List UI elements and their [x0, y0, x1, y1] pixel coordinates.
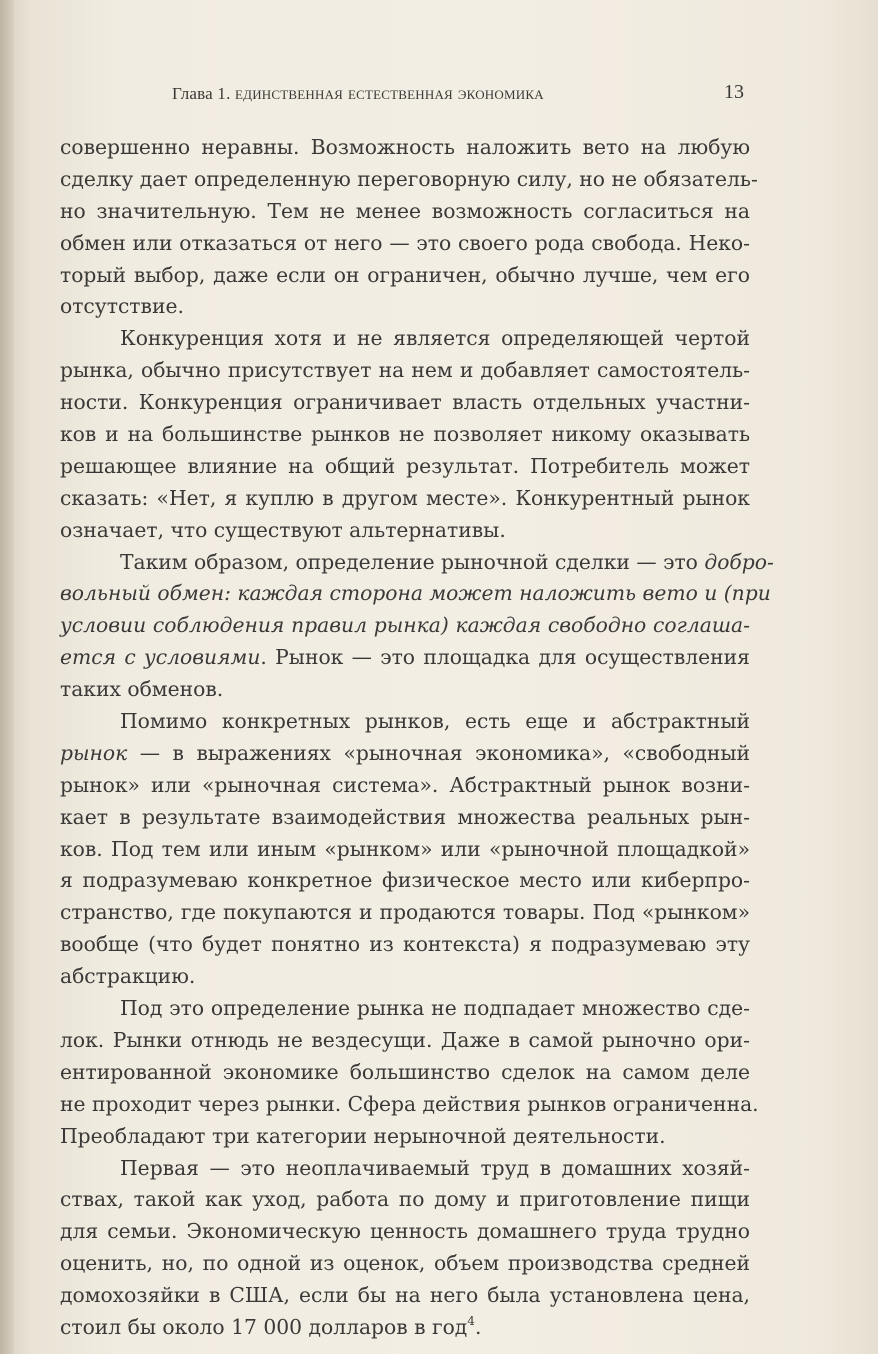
text-line: сделку дает определенную переговорную силу, но не обязатель-: [60, 166, 758, 191]
text-run: Таким образом, определение рыночной сделки — это: [120, 549, 705, 574]
text-line: сказать: «Нет, я куплю в другом месте». Конкурентный рынок: [60, 485, 750, 510]
text-line: Под это определение рынка не подпадает множество сде-: [120, 996, 750, 1021]
text-line: вообще (что будет понятно из контекста) я подразумеваю эту: [60, 932, 750, 957]
text-line: ентированной экономике большинство сделок на самом деле: [60, 1059, 750, 1084]
text-line: торый выбор, даже если он ограничен, обычно лучше, чем его: [60, 262, 750, 287]
chapter-heading: [172, 83, 544, 105]
text-line: ков и на большинстве рынков не позволяет никому оказывать: [60, 422, 750, 447]
italic-run: рынок: [60, 740, 128, 765]
text-line: [60, 642, 750, 674]
text-line: означает, что существуют альтернативы.: [60, 517, 506, 542]
italic-run: ется с условиями: [60, 645, 261, 670]
text-run: стоил бы около 17 000 долларов в год: [60, 1314, 468, 1339]
text-run: .: [474, 1314, 482, 1339]
text-line: я подразумеваю конкретное физическое место или киберпро-: [60, 868, 750, 893]
italic-run: вольный обмен: каждая сторона может наложить вето и (при: [60, 581, 771, 606]
text-line: домохозяйки в США, если бы на него была установлена цена,: [60, 1283, 750, 1308]
text-run: — в выражениях «рыночная экономика», «свободный: [127, 740, 750, 765]
text-line: обмен или отказаться от него — это своего рода свобода. Неко-: [60, 230, 750, 255]
text-line: ствах, такой как уход, работа по дому и приготовление пищи: [60, 1187, 750, 1212]
text-line: ков. Под тем или иным «рынком» или «рыночной площадкой»: [60, 836, 750, 861]
text-line: Конкуренция хотя и не является определяющей чертой: [120, 326, 750, 351]
text-line: лок. Рынки отнюдь не вездесущи. Даже в самой рыночно ори-: [60, 1027, 750, 1052]
text-line: [60, 578, 771, 610]
chapter-title: единственная естественная экономика: [234, 83, 544, 104]
text-line: таких обменов.: [60, 677, 224, 702]
text-line: [60, 1312, 750, 1344]
text-line: оценить, но, по одной из оценок, объем производства средней: [60, 1251, 750, 1276]
page-gutter-shadow: [0, 0, 14, 1354]
text-line: кает в результате взаимодействия множества реальных рын-: [60, 804, 750, 829]
text-line: решающее влияние на общий результат. Потребитель может: [60, 453, 750, 478]
text-line: [60, 738, 750, 770]
text-line: странство, где покупаются и продаются товары. Под «рынком»: [60, 900, 750, 925]
text-line: Помимо конкретных рынков, есть еще и абстрактный: [120, 709, 750, 734]
text-line: отсутствие.: [60, 294, 184, 319]
body-text: [60, 132, 774, 1344]
running-header: [172, 83, 744, 113]
page-number: 13: [724, 81, 744, 103]
text-run: . Рынок — это площадка для осуществления: [260, 645, 750, 670]
text-line: рынок» или «рыночная система». Абстрактный рынок возни-: [60, 772, 750, 797]
text-line: не проходит через рынки. Сфера действия рынков ограниченна.: [60, 1091, 759, 1116]
chapter-prefix: Глава 1.: [172, 84, 231, 103]
italic-run: добро-: [704, 549, 774, 574]
text-line: [60, 610, 750, 642]
text-line: рынка, обычно присутствует на нем и добавляет самостоятель-: [60, 358, 750, 383]
text-line: [60, 547, 774, 579]
italic-run: условии соблюдения правил рынка) каждая свободно соглаша-: [60, 613, 750, 638]
text-line: ности. Конкуренция ограничивает власть отдельных участни-: [60, 390, 750, 415]
text-line: для семьи. Экономическую ценность домашнего труда трудно: [60, 1219, 750, 1244]
text-line: но значительную. Тем не менее возможность согласиться на: [60, 198, 750, 223]
footnote-marker[interactable]: 4: [467, 1313, 475, 1328]
text-line: Преобладают три категории нерыночной деятельности.: [60, 1123, 666, 1148]
text-line: абстракцию.: [60, 964, 196, 989]
text-line: Первая — это неоплачиваемый труд в домашних хозяй-: [120, 1155, 750, 1180]
text-line: совершенно неравны. Возможность наложить вето на любую: [60, 135, 750, 159]
